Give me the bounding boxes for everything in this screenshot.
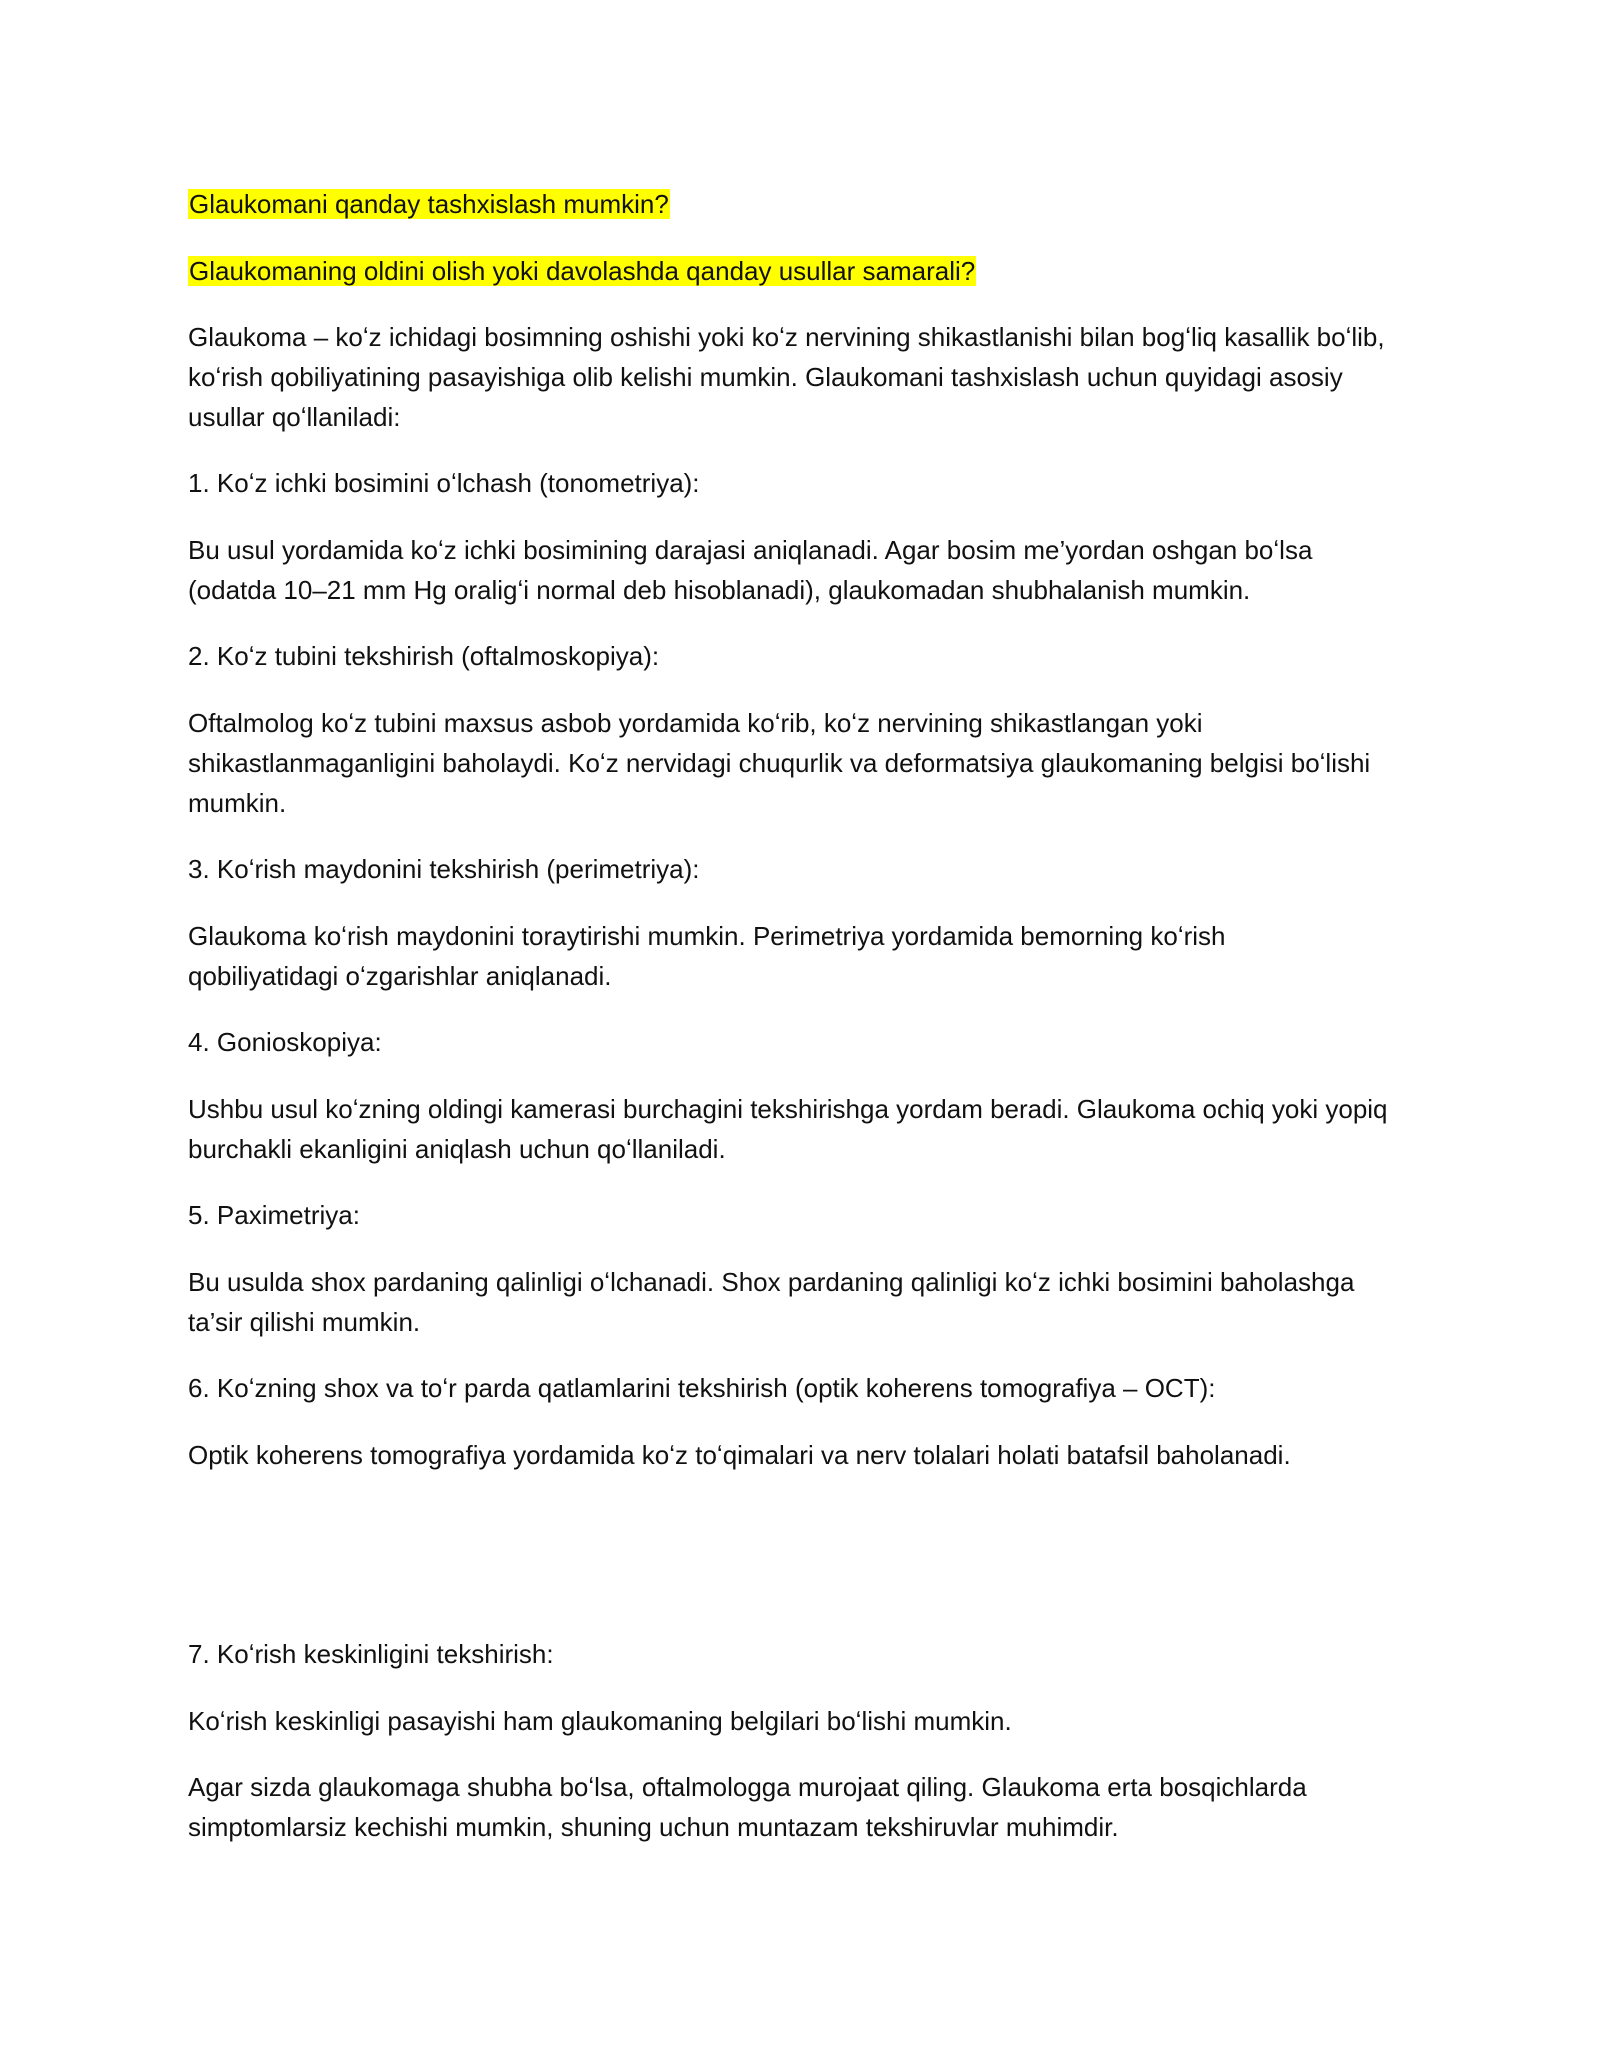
conclusion-line-1: Agar sizda glaukomaga shubha boʻlsa, oftalmologga murojaat qiling. Glaukoma erta bosqichlarda xyxy=(188,1772,1307,1802)
section-1-heading: 1. Koʻz ichki bosimini oʻlchash (tonometriya): xyxy=(188,468,700,498)
section-7-heading: 7. Koʻrish keskinligini tekshirish: xyxy=(188,1639,554,1669)
section-3-heading: 3. Koʻrish maydonini tekshirish (perimetriya): xyxy=(188,854,700,884)
section-4-body-line: Ushbu usul koʻzning oldingi kamerasi burchagini tekshirishga yordam beradi. Glaukoma ochiq yoki yopiq xyxy=(188,1094,1388,1124)
section-3-body-line: Glaukoma koʻrish maydonini toraytirishi mumkin. Perimetriya yordamida bemorning koʻrish xyxy=(188,921,1226,951)
highlight-question-2: Glaukomaning oldini olish yoki davolashda qanday usullar samarali? xyxy=(189,256,976,286)
section-5-body-line: ta’sir qilishi mumkin. xyxy=(188,1307,421,1337)
section-4-body-line: burchakli ekanligini aniqlash uchun qoʻllaniladi. xyxy=(188,1134,726,1164)
question-1 xyxy=(188,184,1418,224)
section-6-body-line: Optik koherens tomografiya yordamida koʻz toʻqimalari va nerv tolalari holati batafsil baholanadi. xyxy=(188,1440,1291,1470)
section-7-body-line: Koʻrish keskinligi pasayishi ham glaukomaning belgilari boʻlishi mumkin. xyxy=(188,1706,1012,1736)
section-2-body-line: Oftalmolog koʻz tubini maxsus asbob yordamida koʻrib, koʻz nervining shikastlangan yoki xyxy=(188,708,1203,738)
section-2-body-line: mumkin. xyxy=(188,788,287,818)
highlight-question-1: Glaukomani qanday tashxislash mumkin? xyxy=(189,189,669,219)
intro-line-2: koʻrish qobiliyatining pasayishiga olib kelishi mumkin. Glaukomani tashxislash uchun quyidagi asosiy xyxy=(188,362,1343,392)
section-5-heading: 5. Paximetriya: xyxy=(188,1200,360,1230)
intro-line-3: usullar qoʻllaniladi: xyxy=(188,402,401,432)
section-2-body-line: shikastlanmaganligini baholaydi. Koʻz nervidagi chuqurlik va deformatsiya glaukomaning belgisi boʻlishi xyxy=(188,748,1371,778)
question-2 xyxy=(188,251,1418,291)
section-4-heading: 4. Gonioskopiya: xyxy=(188,1027,382,1057)
section-1-body-line: (odatda 10–21 mm Hg oraligʻi normal deb hisoblanadi), glaukomadan shubhalanish mumkin. xyxy=(188,575,1251,605)
section-6-heading: 6. Koʻzning shox va toʻr parda qatlamlarini tekshirish (optik koherens tomografiya – OCT): xyxy=(188,1373,1216,1403)
conclusion-line-2: simptomlarsiz kechishi mumkin, shuning uchun muntazam tekshiruvlar muhimdir. xyxy=(188,1812,1119,1842)
section-2-heading: 2. Koʻz tubini tekshirish (oftalmoskopiya): xyxy=(188,641,660,671)
intro-line-1: Glaukoma – koʻz ichidagi bosimning oshishi yoki koʻz nervining shikastlanishi bilan bogʻliq kasallik boʻlib, xyxy=(188,322,1385,352)
section-1-body-line: Bu usul yordamida koʻz ichki bosimining darajasi aniqlanadi. Agar bosim me’yordan oshgan boʻlsa xyxy=(188,535,1313,565)
section-5-body-line: Bu usulda shox pardaning qalinligi oʻlchanadi. Shox pardaning qalinligi koʻz ichki bosimini baholashga xyxy=(188,1267,1355,1297)
section-3-body-line: qobiliyatidagi oʻzgarishlar aniqlanadi. xyxy=(188,961,612,991)
